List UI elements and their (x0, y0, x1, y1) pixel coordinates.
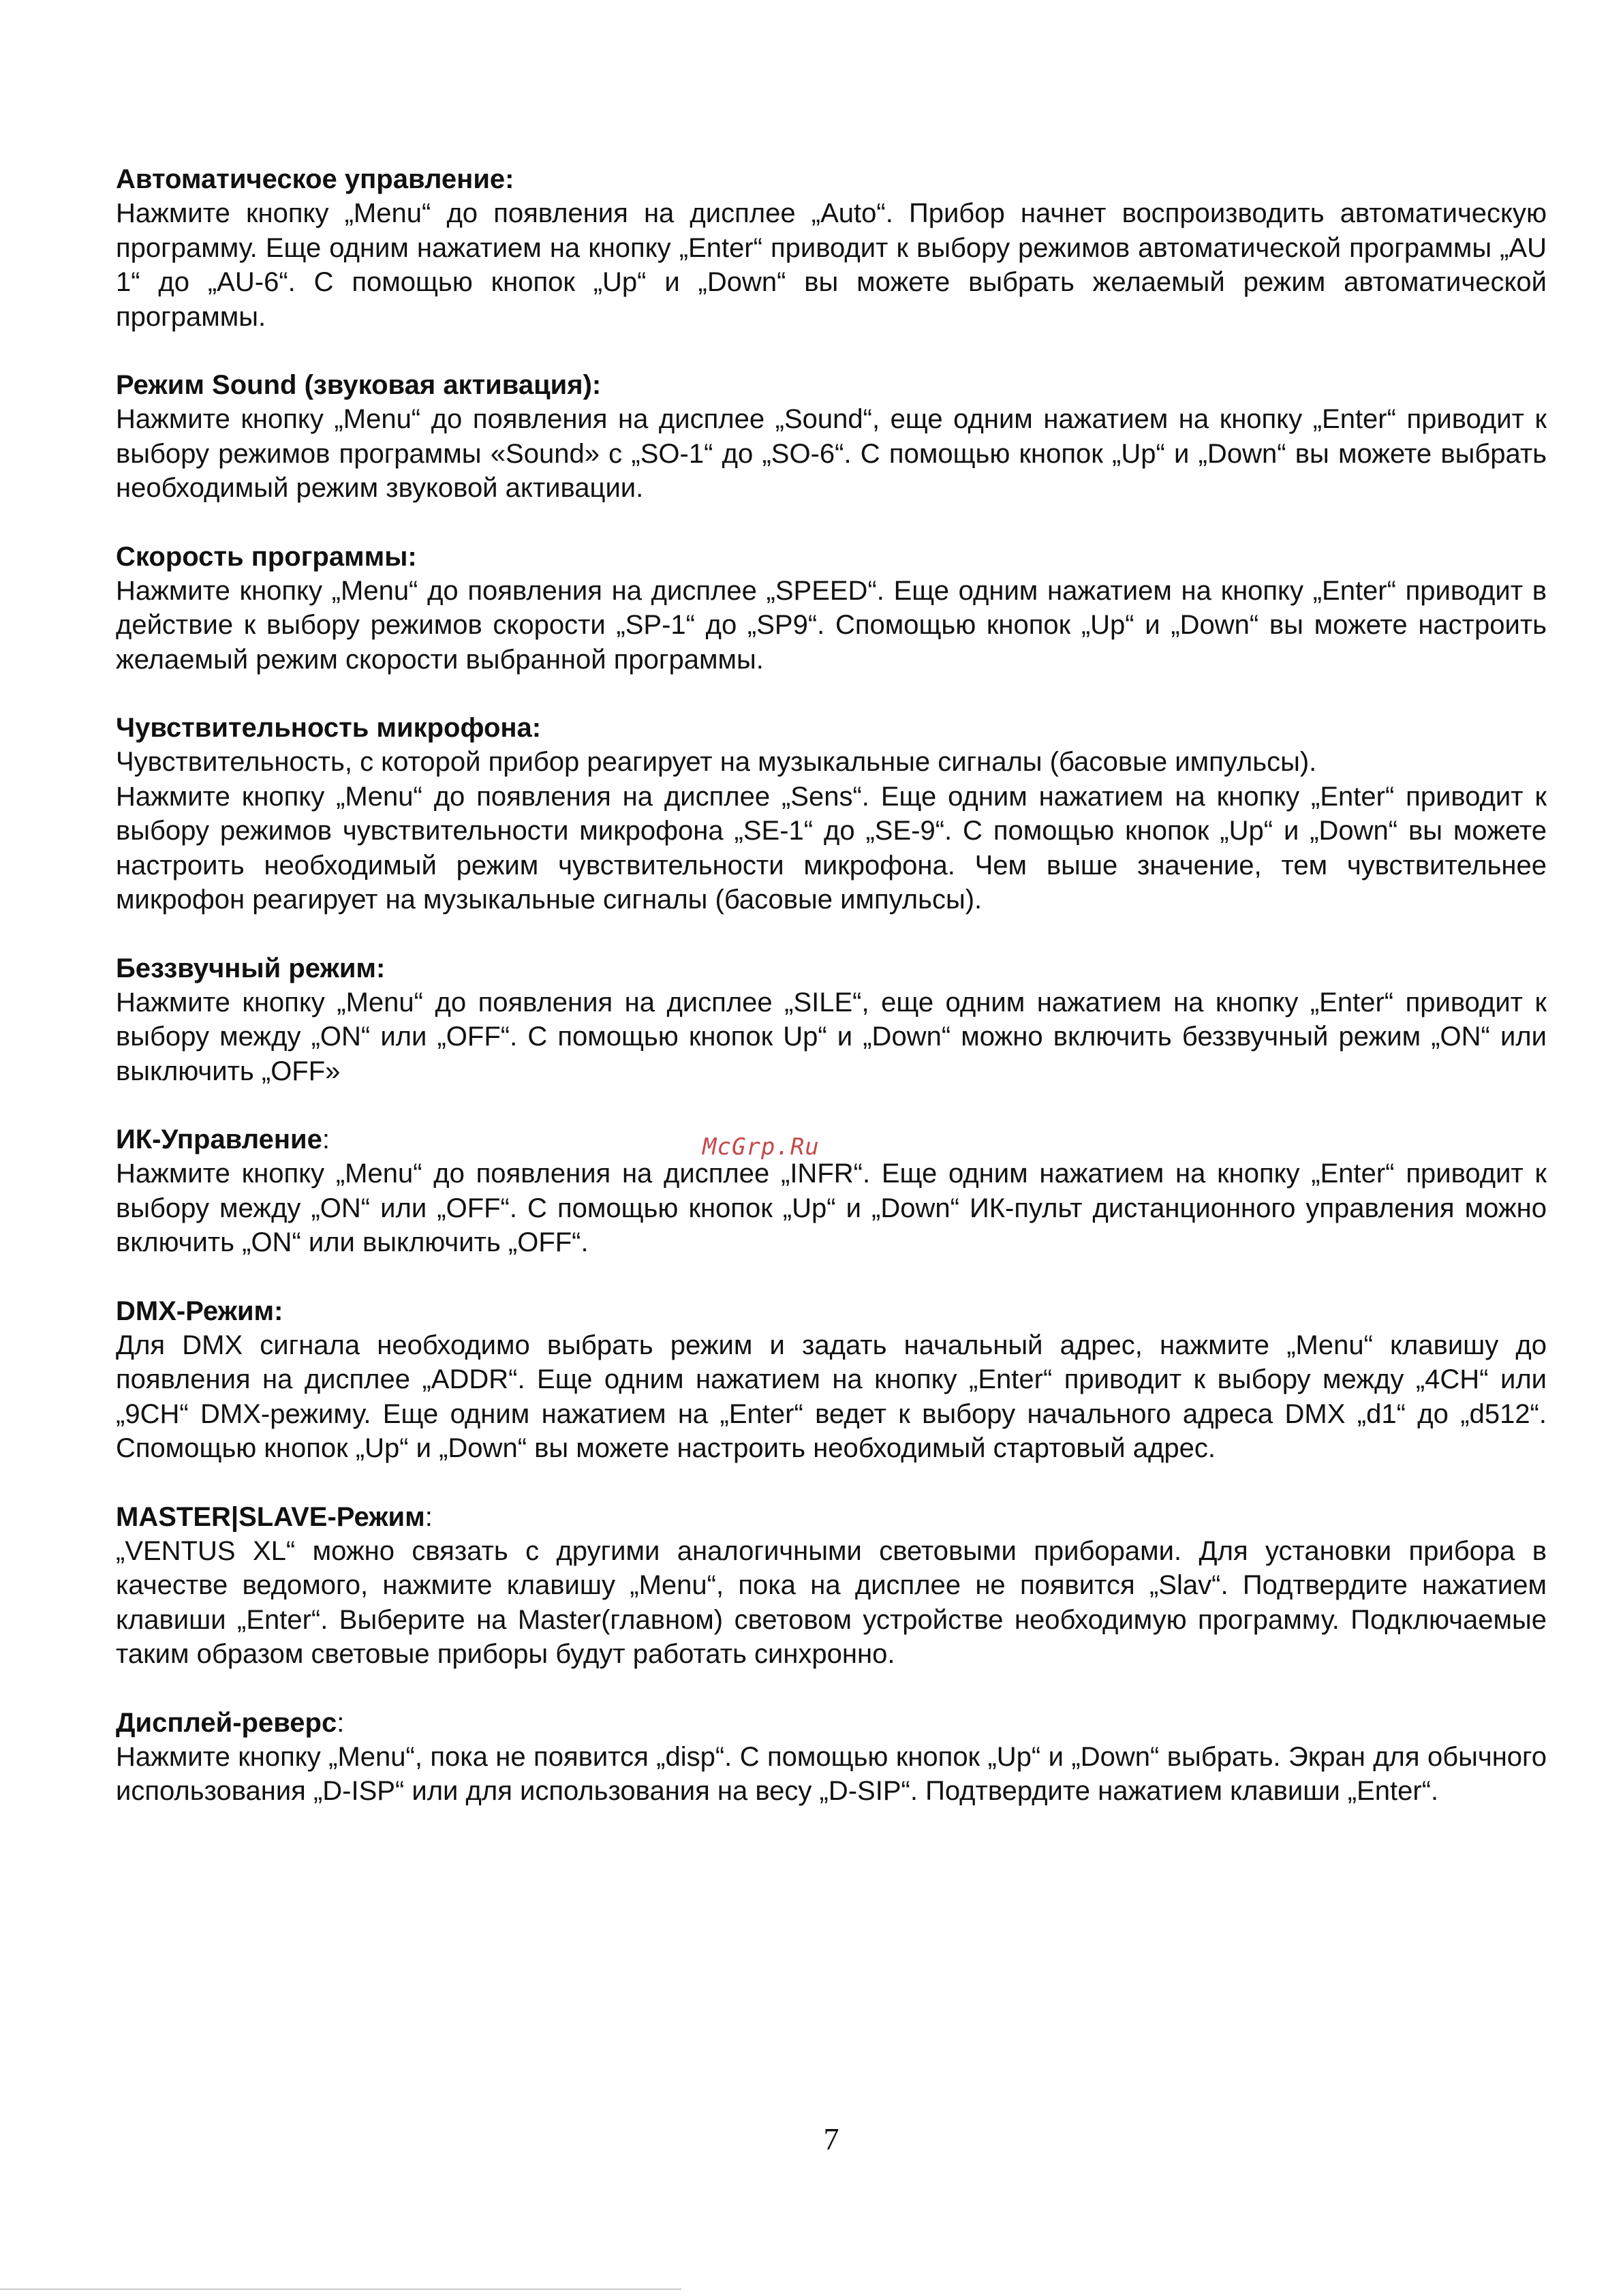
document-body (116, 162, 1547, 1843)
section-silent-mode (116, 951, 1547, 1089)
site-watermark: McGrp.Ru (702, 1133, 820, 1161)
section-sound-mode (116, 368, 1547, 506)
section-paragraph: Нажмите кнопку „Menu“ до появления на дисплее „SPEED“. Еще одним нажатием на кнопку „Enter“ приводит в действие к выбору режимов скорости „SP-1“ до „SP9“. Спомощью кнопок „Up“ и „Down“ вы можете настроить желаемый режим скорости выбранной программы. (116, 575, 1547, 675)
section-heading: MASTER|SLAVE-Режим: (116, 1501, 433, 1532)
section-display-reverse (116, 1706, 1547, 1809)
section-heading: Скорость программы: (116, 541, 417, 572)
bottom-divider (0, 2289, 681, 2290)
section-heading: Режим Sound (звуковая активация): (116, 370, 602, 400)
section-paragraph: Нажмите кнопку „Menu“ до появления на дисплее „SILE“, еще одним нажатием на кнопку „Enter“ приводит к выбору между „ON“ или „OFF“. С помощью кнопок Up“ и „Down“ можно включить беззвучный режим „ON“ или выключить „OFF» (116, 987, 1547, 1086)
section-heading: Беззвучный режим: (116, 953, 386, 983)
page-number: 7 (823, 2122, 839, 2156)
section-heading: Автоматическое управление: (116, 164, 514, 194)
section-dmx-mode (116, 1294, 1547, 1466)
section-paragraph: Нажмите кнопку „Menu“ до появления на дисплее „Sens“. Еще одним нажатием на кнопку „Enter“ приводит к выбору режимов чувствительности микрофона „SE-1“ до „SE-9“. С помощью кнопок „Up“ и „Down“ вы можете настроить необходимый режим чувствительности микрофона. Чем выше значение, тем чувствительнее микрофон реагирует на музыкальные сигналы (басовые импульсы). (116, 781, 1547, 915)
section-paragraph: Чувствительность, с которой прибор реагирует на музыкальные сигналы (басовые импульсы). (116, 747, 1317, 777)
section-paragraph: Нажмите кнопку „Menu“ до появления на дисплее „Auto“. Прибор начнет воспроизводить автоматическую программу. Еще одним нажатием на кнопку „Enter“ приводит к выбору режимов автоматической программы „AU 1“ до „AU-6“. С помощью кнопок „Up“ и „Down“ вы можете выбрать желаемый режим автоматической программы. (116, 198, 1547, 332)
section-ir-control (116, 1122, 1547, 1260)
section-auto-control (116, 162, 1547, 334)
section-paragraph: Нажмите кнопку „Menu“ до появления на дисплее „INFR“. Еще одним нажатием на кнопку „Enter“ приводит к выбору между „ON“ или „OFF“. С помощью кнопок „Up“ и „Down“ ИК-пульт дистанционного управления можно включить „ON“ или выключить „OFF“. (116, 1159, 1547, 1257)
section-program-speed (116, 540, 1547, 677)
section-heading: Чувствительность микрофона: (116, 713, 542, 743)
section-master-slave (116, 1500, 1547, 1672)
section-heading: DMX-Режим: (116, 1296, 283, 1326)
section-paragraph: Нажмите кнопку „Menu“ до появления на дисплее „Sound“, еще одним нажатием на кнопку „Enter“ приводит к выбору режимов программы «Sound» с „SO-1“ до „SO-6“. С помощью кнопок „Up“ и „Down“ вы можете выбрать необходимый режим звуковой активации. (116, 404, 1547, 503)
section-heading: Дисплей-реверс: (116, 1707, 345, 1738)
section-paragraph: „VENTUS XL“ можно связать с другими аналогичными световыми приборами. Для установки прибора в качестве ведомого, нажмите клавишу „Menu“, пока на дисплее не появится „Slav“. Подтвердите нажатием клавиши „Enter“. Выберите на Master(главном) световом устройстве необходимую программу. Подключаемые таким образом световые приборы будут работать синхронно. (116, 1535, 1547, 1669)
section-heading: ИК-Управление: (116, 1124, 330, 1154)
section-paragraph: Для DMX сигнала необходимо выбрать режим и задать начальный адрес, нажмите „Menu“ клавишу до появления на дисплее „ADDR“. Еще одним нажатием на кнопку „Enter“ приводит к выбору между „4CH“ или „9CH“ DMX-режиму. Еще одним нажатием на „Enter“ ведет к выбору начального адреса DMX „d1“ до „d512“. Спомощью кнопок „Up“ и „Down“ вы можете настроить необходимый стартовый адрес. (116, 1330, 1547, 1463)
section-mic-sensitivity (116, 711, 1547, 917)
section-paragraph: Нажмите кнопку „Menu“, пока не появится „disp“. С помощью кнопок „Up“ и „Down“ выбрать. Экран для обычного использования „D-ISP“ или для использования на весу „D-SIP“. Подтвердите нажатием клавиши „Enter“. (116, 1741, 1547, 1806)
